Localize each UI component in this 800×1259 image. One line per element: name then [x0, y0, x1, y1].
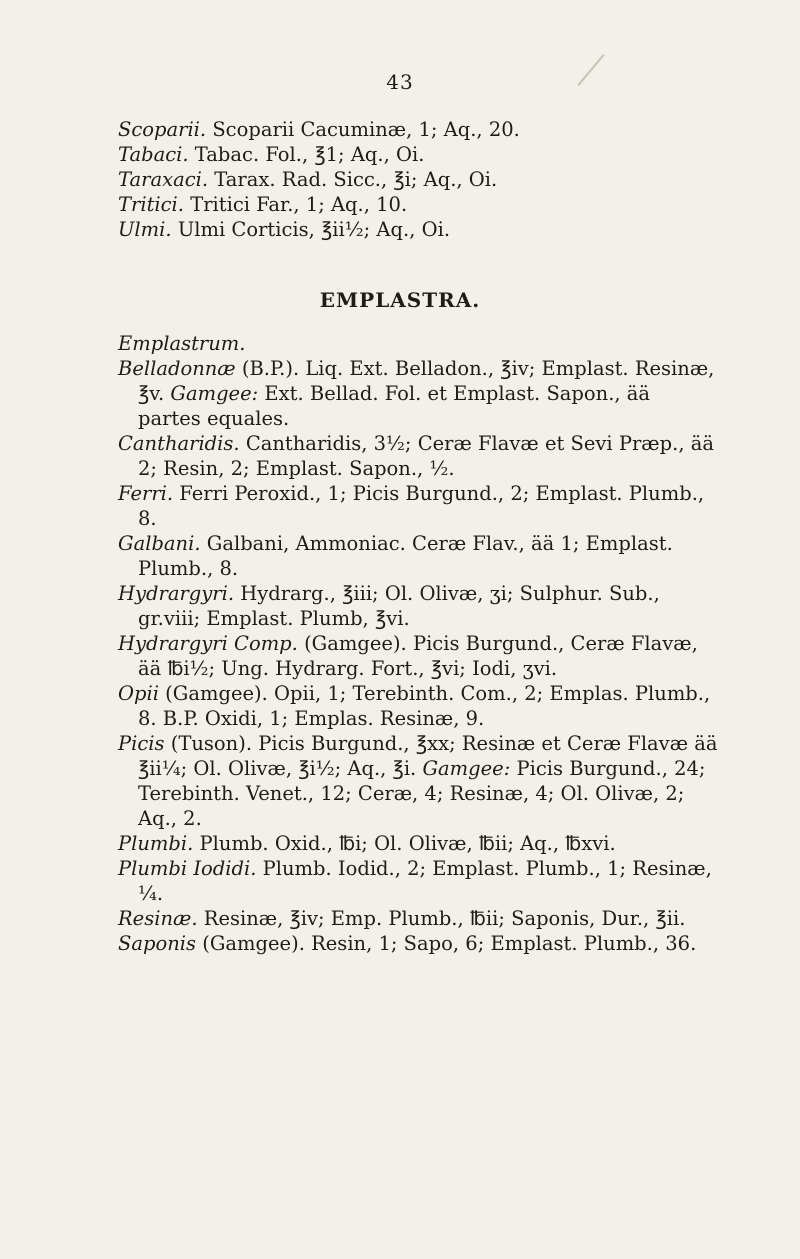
entry-tabaci: Tabaci. Tabac. Fol., ℥1; Aq., Oi.: [118, 143, 425, 166]
entry-plumbi: Plumbi. Plumb. Oxid., ℔i; Ol. Olivæ, ℔ii; Aq., ℔xvi.: [118, 832, 616, 855]
entry-ulmi: Ulmi. Ulmi Corticis, ℥ii½; Aq., Oi.: [118, 218, 451, 241]
entry-hydrargyri-comp: Hydrargyri Comp. (Gamgee). Picis Burgund., Ceræ Flavæ, ää ℔i½; Ung. Hydrarg. Fort., ℥vi; Iodi, ʒvi.: [118, 632, 698, 680]
entry-opii: Opii (Gamgee). Opii, 1; Terebinth. Com., 2; Emplas. Plumb., 8. B.P. Oxidi, 1; Emplas. Resinæ, 9.: [118, 682, 711, 730]
entry-picis: Picis (Tuson). Picis Burgund., ℥xx; Resinæ et Ceræ Flavæ ää ℥ii¼; Ol. Olivæ, ℥i½; Aq., ℥i. Gamgee: Picis Burgund., 24; Terebinth. Venet., 12; Ceræ, 4; Resinæ, 4; Ol. Olivæ, 2; Aq., 2.: [118, 732, 718, 830]
page-number: 43: [386, 70, 414, 94]
entry-galbani: Galbani. Galbani, Ammoniac. Ceræ Flav., ää 1; Emplast. Plumb., 8.: [118, 532, 673, 580]
entries-top-list: [118, 117, 718, 242]
entry-taraxaci: Taraxaci. Tarax. Rad. Sicc., ℥i; Aq., Oi.: [118, 168, 498, 191]
entry-belladonnae: Belladonnæ (B.P.). Liq. Ext. Belladon., ℥iv; Emplast. Resinæ, ℥v. Gamgee: Ext. Bellad. Fol. et Emplast. Sapon., ää partes equales.: [118, 357, 715, 430]
entry-plumbi-iodidi: Plumbi Iodidi. Plumb. Iodid., 2; Emplast. Plumb., 1; Resinæ, ¼.: [118, 857, 712, 905]
entry-ferri: Ferri. Ferri Peroxid., 1; Picis Burgund., 2; Emplast. Plumb., 8.: [118, 482, 705, 530]
entry-tritici: Tritici. Tritici Far., 1; Aq., 10.: [118, 193, 408, 216]
entries-list: [118, 331, 718, 956]
section-heading: EMPLASTRA.: [319, 288, 481, 312]
entry-scoparii: Scoparii. Scoparii Cacuminæ, 1; Aq., 20.: [118, 118, 520, 141]
entry-emplastrum: Emplastrum.: [118, 332, 246, 355]
entry-resinae: Resinæ. Resinæ, ℥iv; Emp. Plumb., ℔ii; Saponis, Dur., ℥ii.: [118, 907, 686, 930]
entry-saponis: Saponis (Gamgee). Resin, 1; Sapo, 6; Emplast. Plumb., 36.: [118, 932, 697, 955]
entry-hydrargyri: Hydrargyri. Hydrarg., ℥iii; Ol. Olivæ, ʒi; Sulphur. Sub., gr.viii; Emplast. Plumb, ℥vi.: [118, 582, 660, 630]
entry-cantharidis: Cantharidis. Cantharidis, 3½; Ceræ Flavæ et Sevi Præp., ää 2; Resin, 2; Emplast. Sapon., ½.: [118, 432, 714, 480]
